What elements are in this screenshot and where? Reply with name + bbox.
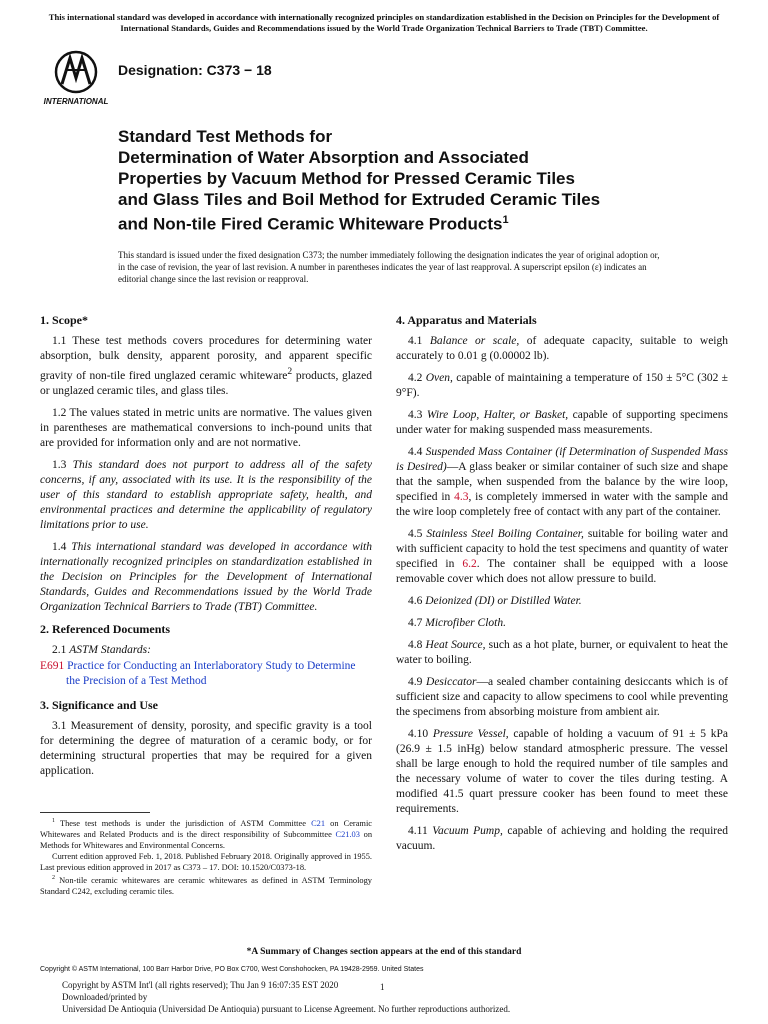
ref-title-link[interactable]: Practice for Conducting an Interlaboratory Study to Determine the Precision of a Test Method [64, 659, 356, 687]
astm-logo [40, 48, 112, 108]
paragraph-4-2: 4.2 Oven, capable of maintaining a temperature of 150 ± 5°C (302 ± 9°F). [396, 372, 728, 399]
document-title [118, 126, 678, 235]
link-c21-03[interactable]: C21.03 [335, 829, 360, 839]
paragraph-1-2: 1.2 The values stated in metric units are normative. The values given in parentheses are mathematical conversions to inch-pound units that are provided for information only and are not normative. [40, 406, 372, 449]
title-line: Determination of Water Absorption and Associated [118, 148, 529, 167]
download-line-2: Downloaded/printed by [62, 992, 148, 1002]
page-number: 1 [380, 982, 385, 992]
footnote-2: $^2$ Non-tile ceramic whitewares are ceramic whitewares as defined in ASTM Terminology Standard C242, excluding ceramic tiles. [40, 874, 372, 896]
title-footnote-mark: 1 [502, 214, 509, 226]
paragraph-4-11: 4.11 Vacuum Pump, capable of achieving and holding the required vacuum. [396, 825, 728, 852]
title-line: and Glass Tiles and Boil Method for Extruded Ceramic Tiles [118, 190, 601, 209]
copyright-line: Copyright © ASTM International, 100 Barr Harbor Drive, PO Box C700, West Conshohocken, PA 19428-2959. United States [40, 966, 424, 973]
paragraph-2-1: 2.1 ASTM Standards: [52, 643, 151, 656]
title-line: and Non-tile Fired Ceramic Whiteware Products$^1$ [118, 214, 509, 234]
footnote-1-edition: Current edition approved Feb. 1, 2018. Published February 2018. Originally approved in 1955. Last previous edition approved in 2017 as C373 – 17. DOI: 10.1520/C0373-18. [40, 851, 372, 872]
section-heading-scope: 1. Scope* [40, 313, 88, 327]
paragraph-4-9: 4.9 Desiccator—a sealed chamber containing desiccants which is of sufficient size and capacity to allow specimens to cool while preventing the specimens from absorbing moisture from ambient air. [396, 676, 728, 718]
issue-note: This standard is issued under the fixed designation C373; the number immediately following the designation indicates the year of original adoption or, in the case of revision, the year of last revision. A number in parentheses indicates the year of last reapproval. A superscript epsilon (ε) indicates an editorial change since the last revision or reapproval. [118, 250, 660, 284]
link-c21[interactable]: C21 [311, 818, 326, 828]
download-line-3: Universidad De Antioquia (Universidad De Antioquia) pursuant to License Agreement. No further reproductions authorized. [62, 1004, 511, 1014]
paragraph-4-4: 4.4 Suspended Mass Container (if Determination of Suspended Mass is Desired)—A glass beaker or similar container of such size and shape that the sample, when suspended from the balance by the wire loop, specified in 4.3, is completely immersed in water with the sample and the wire loop completely free of contact with any part of the container. [396, 446, 729, 518]
logo-text: INTERNATIONAL [43, 97, 109, 106]
paragraph-4-3: 4.3 Wire Loop, Halter, or Basket, capable of supporting specimens under water for making suspended mass measurements. [396, 409, 728, 436]
footnote-divider [40, 812, 150, 813]
paragraph-1-1: 1.1 These test methods covers procedures for determining water absorption, bulk density, apparent porosity, and apparent specific gravity of non-tile fired unglazed ceramic whiteware$^2$ products, glazed or unglazed ceramic tiles, and glass tiles. [40, 335, 372, 397]
section-heading-apparatus: 4. Apparatus and Materials [396, 313, 537, 327]
link-4-3[interactable]: 4.3 [454, 491, 469, 503]
paragraph-1-4: 1.4 This international standard was developed in accordance with internationally recognized principles on standardization established in the Decision on Principles for the Development of International Standards, Guides and Recommendations issued by the World Trade Organization Technical Barriers to Trade (TBT) Committee. [40, 540, 373, 613]
paragraph-3-1: 3.1 Measurement of density, porosity, and specific gravity is a tool for determining the degree of maturation of a ceramic body, or for determining structural properties that may be required for a given application. [40, 719, 372, 777]
section-heading-referenced-documents: 2. Referenced Documents [40, 621, 171, 636]
reference-e691 [40, 659, 372, 689]
paragraph-4-8: 4.8 Heat Source, such as a hot plate, burner, or equivalent to heat the water to boiling. [396, 639, 728, 666]
section-heading-significance: 3. Significance and Use [40, 697, 159, 712]
ref-code-link[interactable]: E691 [40, 659, 65, 672]
footnote-1: $^1$ These test methods is under the jurisdiction of ASTM Committee C21 on Ceramic Whitewares and Related Products and is the direct responsibility of Subcommittee C21.03 on Methods for Whitewares and Environmental Concerns. [40, 818, 373, 850]
paragraph-4-7: 4.7 Microfiber Cloth. [408, 617, 506, 629]
paragraph-4-10: 4.10 Pressure Vessel, capable of holding a vacuum of 91 ± 5 kPa (26.9 ± 1.5 inHg) below standard atmospheric pressure. The vessel shall be large enough to hold the required number of tile samples and the necessary volume of water to cover the tiles during testing. A modified 41.5 quart pressure cooker has been found to meet these requirements. [396, 728, 729, 815]
right-column [396, 309, 728, 861]
astm-logo-icon [40, 48, 112, 108]
link-6-2[interactable]: 6.2 [462, 558, 477, 570]
designation: Designation: C373 − 18 [118, 62, 272, 78]
summary-note: *A Summary of Changes section appears at the end of this standard [246, 947, 522, 957]
download-line-1: Copyright by ASTM Int'l (all rights reserved); Thu Jan 9 16:07:35 EST 2020 [62, 980, 339, 990]
paragraph-4-5: 4.5 Stainless Steel Boiling Container, suitable for boiling water and with sufficient capacity to hold the test specimens and quantity of water specified in 6.2. The container shall be equipped with a loose removable cover which does not allow pressure to build. [396, 528, 729, 585]
title-line: Properties by Vacuum Method for Pressed Ceramic Tiles [118, 169, 575, 188]
paragraph-1-3: 1.3 This standard does not purport to address all of the safety concerns, if any, associated with its use. It is the responsibility of the user of this standard to establish appropriate safety, health, and environmental practices and determine the applicability of regulatory limitations prior to use. [40, 458, 373, 531]
top-note: This international standard was developed in accordance with internationally recognized principles on standardization established in the Decision on Principles for the Development of International Standards, Guides and Recommendations issued by the World Trade Organization Technical Barriers to Trade (TBT) Committee. [48, 12, 720, 33]
title-line: Standard Test Methods for [118, 127, 333, 146]
paragraph-4-6: 4.6 Deionized (DI) or Distilled Water. [408, 595, 582, 607]
paragraph-4-1: 4.1 Balance or scale, of adequate capacity, suitable to weigh accurately to 0.01 g (0.00002 lb). [396, 335, 728, 362]
left-column [40, 309, 372, 786]
footnotes [40, 816, 372, 897]
